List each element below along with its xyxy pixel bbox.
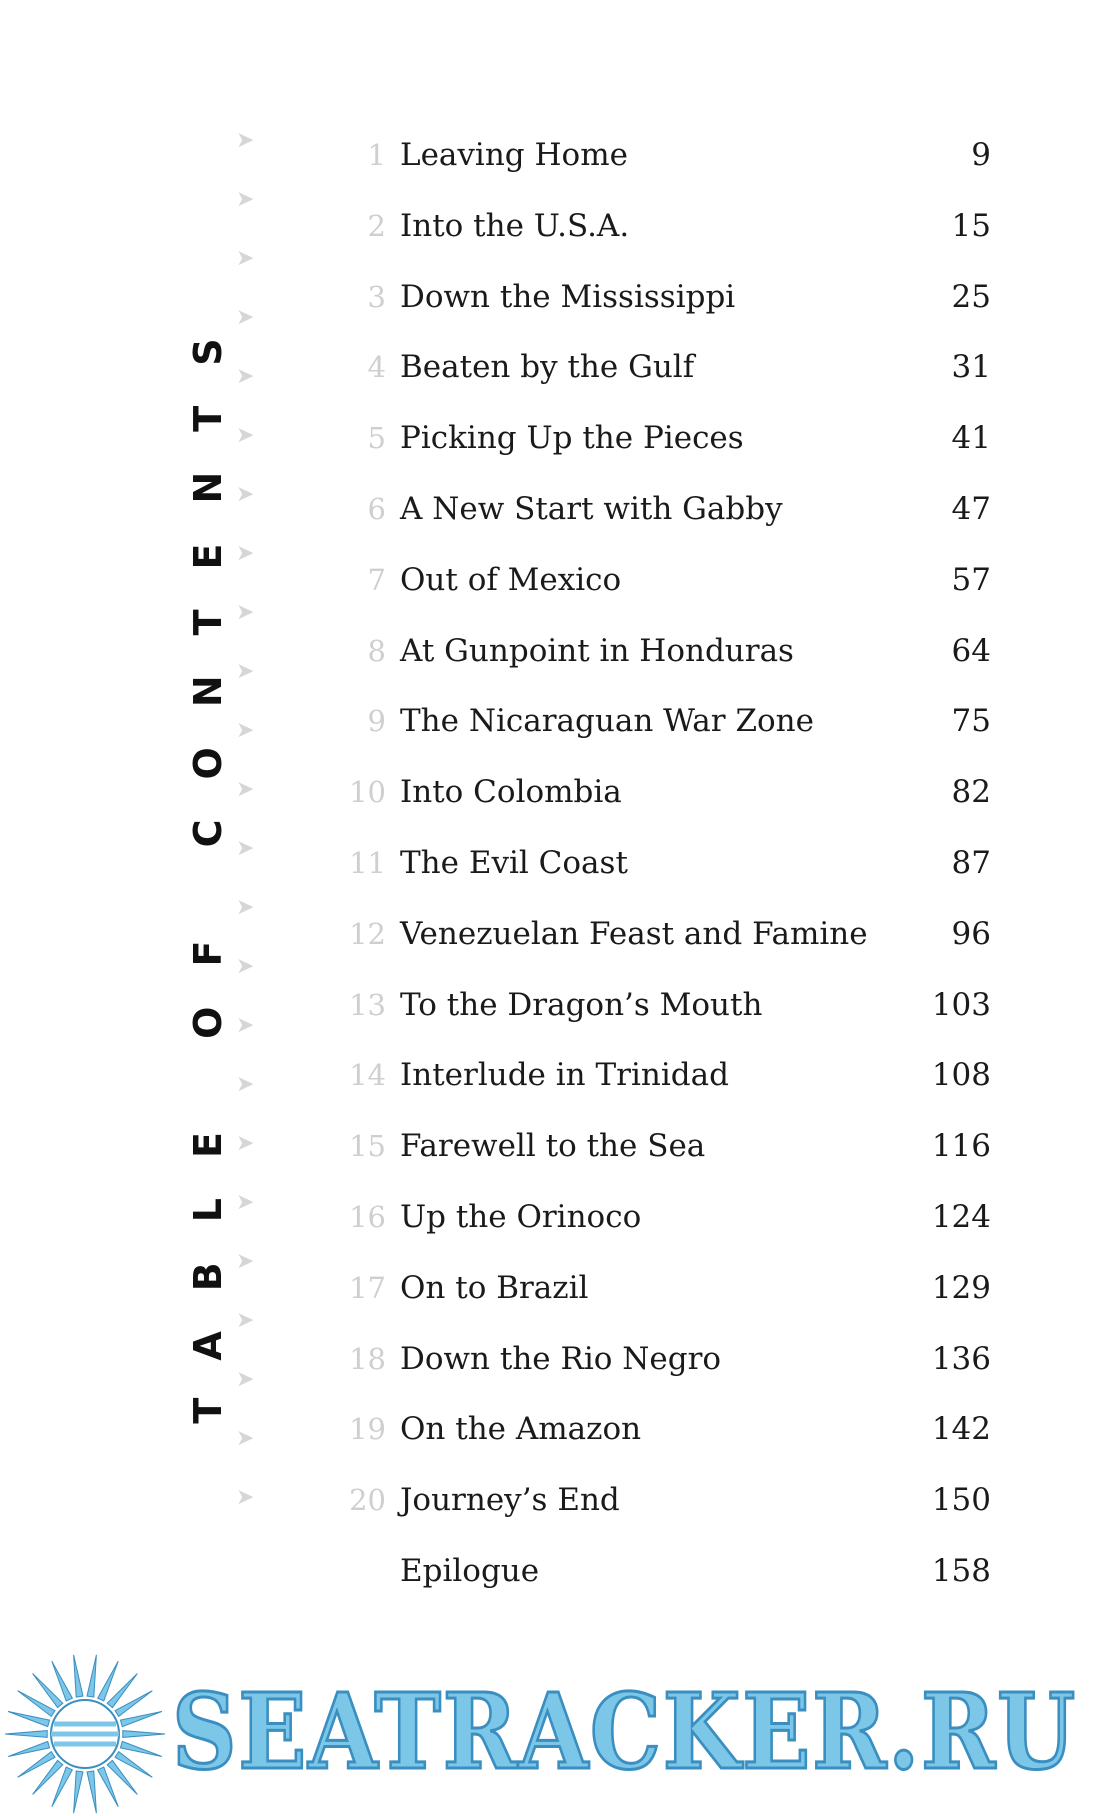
sun-ray <box>87 1771 96 1813</box>
chapter-title: Down the Mississippi <box>400 278 736 315</box>
chapter-page-number: 136 <box>931 1340 991 1377</box>
chapter-number: 19 <box>349 1412 386 1447</box>
chapter-title: Up the Orinoco <box>400 1199 642 1235</box>
toc-row <box>0 337 1101 397</box>
toc-row <box>0 408 1101 468</box>
chapter-title: The Nicaraguan War Zone <box>400 703 814 740</box>
chapter-title: Down the Rio Negro <box>400 1340 722 1377</box>
chapter-number: 6 <box>367 492 386 526</box>
chapter-title: Farewell to the Sea <box>400 1128 706 1165</box>
toc-row <box>0 621 1101 681</box>
toc-row <box>0 1470 1101 1530</box>
decorative-arrow-icon: ➤ <box>236 1013 255 1038</box>
toc-row <box>0 550 1101 610</box>
chapter-number: 3 <box>367 279 386 314</box>
chapter-page-number: 82 <box>951 774 991 811</box>
chapter-title: The Evil Coast <box>400 845 628 881</box>
watermark-text: SEATRACKER.RU <box>172 1670 1077 1793</box>
chapter-title: Picking Up the Pieces <box>400 420 744 457</box>
toc-row <box>0 762 1101 822</box>
chapter-title: A New Start with Gabby <box>400 491 783 527</box>
toc-row <box>0 1399 1101 1459</box>
sun-ray <box>74 1655 83 1697</box>
chapter-page-number: 31 <box>951 349 991 386</box>
decorative-arrow-icon: ➤ <box>236 187 255 212</box>
toc-row <box>0 1045 1101 1105</box>
sun-icon <box>0 1652 170 1816</box>
decorative-arrow-icon: ➤ <box>236 305 255 330</box>
chapter-number: 8 <box>367 633 386 668</box>
spine-title: TABLE OF CONTENTS <box>186 298 230 1424</box>
decorative-arrow-icon: ➤ <box>236 128 255 153</box>
toc-row <box>0 196 1101 256</box>
chapter-number: 12 <box>349 916 386 951</box>
chapter-page-number: 87 <box>951 845 991 881</box>
chapter-number: 15 <box>349 1129 386 1164</box>
decorative-arrow-icon: ➤ <box>236 246 255 271</box>
decorative-arrow-icon: ➤ <box>236 600 255 625</box>
sun-ray <box>5 1731 47 1738</box>
chapter-page-number: 129 <box>931 1269 991 1306</box>
decorative-arrow-icon: ➤ <box>236 1367 255 1392</box>
sun-ray <box>120 1741 161 1756</box>
chapter-number: 7 <box>367 562 386 597</box>
chapter-title: Leaving Home <box>400 137 628 173</box>
chapter-title: To the Dragon’s Mouth <box>400 986 763 1023</box>
chapter-title: On the Amazon <box>400 1411 642 1448</box>
chapter-number: 9 <box>367 704 386 739</box>
chapter-page-number: 57 <box>951 561 991 598</box>
chapter-title: Out of Mexico <box>400 561 622 598</box>
sun-ray <box>120 1712 161 1727</box>
chapter-page-number: 158 <box>931 1553 991 1589</box>
chapter-number: 4 <box>367 350 386 385</box>
toc-row <box>0 1258 1101 1318</box>
decorative-arrow-icon: ➤ <box>236 718 255 743</box>
chapter-number: 20 <box>349 1483 386 1518</box>
sun-ray <box>74 1771 83 1813</box>
chapter-page-number: 124 <box>931 1199 991 1235</box>
chapter-title: Beaten by the Gulf <box>400 349 695 386</box>
chapter-title: Interlude in Trinidad <box>400 1057 729 1094</box>
decorative-arrow-icon: ➤ <box>236 1072 255 1097</box>
decorative-arrow-icon: ➤ <box>236 836 255 861</box>
chapter-number: 2 <box>367 208 386 243</box>
chapter-page-number: 108 <box>931 1057 991 1094</box>
decorative-arrow-icon: ➤ <box>236 954 255 979</box>
chapter-page-number: 15 <box>951 207 991 244</box>
toc-row <box>0 833 1101 893</box>
toc-row <box>0 1541 1101 1601</box>
chapter-page-number: 142 <box>931 1411 991 1448</box>
sun-ray <box>8 1741 49 1756</box>
chapter-number: 10 <box>349 775 386 810</box>
decorative-arrow-icon: ➤ <box>236 423 255 448</box>
toc-row <box>0 1116 1101 1176</box>
decorative-arrow-icon: ➤ <box>236 1249 255 1274</box>
chapter-title: Journey’s End <box>400 1482 620 1519</box>
sun-ray <box>8 1712 49 1727</box>
sun-ray <box>123 1731 165 1738</box>
chapter-number: 11 <box>349 846 386 880</box>
chapter-number: 13 <box>349 987 386 1022</box>
chapter-title: On to Brazil <box>400 1269 589 1306</box>
chapter-page-number: 9 <box>971 137 991 173</box>
toc-row <box>0 904 1101 964</box>
chapter-number: 16 <box>349 1200 386 1234</box>
chapter-page-number: 150 <box>931 1482 991 1519</box>
toc-row <box>0 975 1101 1035</box>
chapter-title: Epilogue <box>400 1553 540 1589</box>
toc-row <box>0 1329 1101 1389</box>
toc-row <box>0 479 1101 539</box>
decorative-arrow-icon: ➤ <box>236 1190 255 1215</box>
chapter-page-number: 75 <box>951 703 991 740</box>
chapter-title: Into the U.S.A. <box>400 207 630 244</box>
chapter-page-number: 25 <box>951 278 991 315</box>
chapter-number: 1 <box>367 138 386 172</box>
chapter-title: Venezuelan Feast and Famine <box>400 915 868 952</box>
decorative-arrow-icon: ➤ <box>236 1131 255 1156</box>
chapter-page-number: 96 <box>951 915 991 952</box>
toc-row <box>0 267 1101 327</box>
decorative-arrow-icon: ➤ <box>236 482 255 507</box>
chapter-page-number: 41 <box>951 420 991 457</box>
chapter-page-number: 103 <box>931 986 991 1023</box>
decorative-arrow-icon: ➤ <box>236 364 255 389</box>
chapter-title: Into Colombia <box>400 774 622 811</box>
decorative-arrow-icon: ➤ <box>236 541 255 566</box>
toc-row <box>0 1187 1101 1247</box>
toc-row <box>0 691 1101 751</box>
chapter-page-number: 47 <box>951 491 991 527</box>
decorative-arrow-icon: ➤ <box>236 895 255 920</box>
decorative-arrow-icon: ➤ <box>236 1426 255 1451</box>
decorative-arrow-icon: ➤ <box>236 1485 255 1510</box>
decorative-arrow-icon: ➤ <box>236 659 255 684</box>
chapter-page-number: 116 <box>931 1128 991 1165</box>
watermark <box>0 1652 1101 1816</box>
decorative-arrow-icon: ➤ <box>236 1308 255 1333</box>
chapter-number: 5 <box>367 421 386 456</box>
chapter-number: 14 <box>349 1058 386 1093</box>
chapter-number: 18 <box>349 1341 386 1376</box>
sun-ray <box>87 1655 96 1697</box>
chapter-page-number: 64 <box>951 632 991 669</box>
toc-row <box>0 125 1101 185</box>
chapter-number: 17 <box>349 1270 386 1305</box>
decorative-arrow-icon: ➤ <box>236 777 255 802</box>
chapter-title: At Gunpoint in Honduras <box>400 632 794 669</box>
